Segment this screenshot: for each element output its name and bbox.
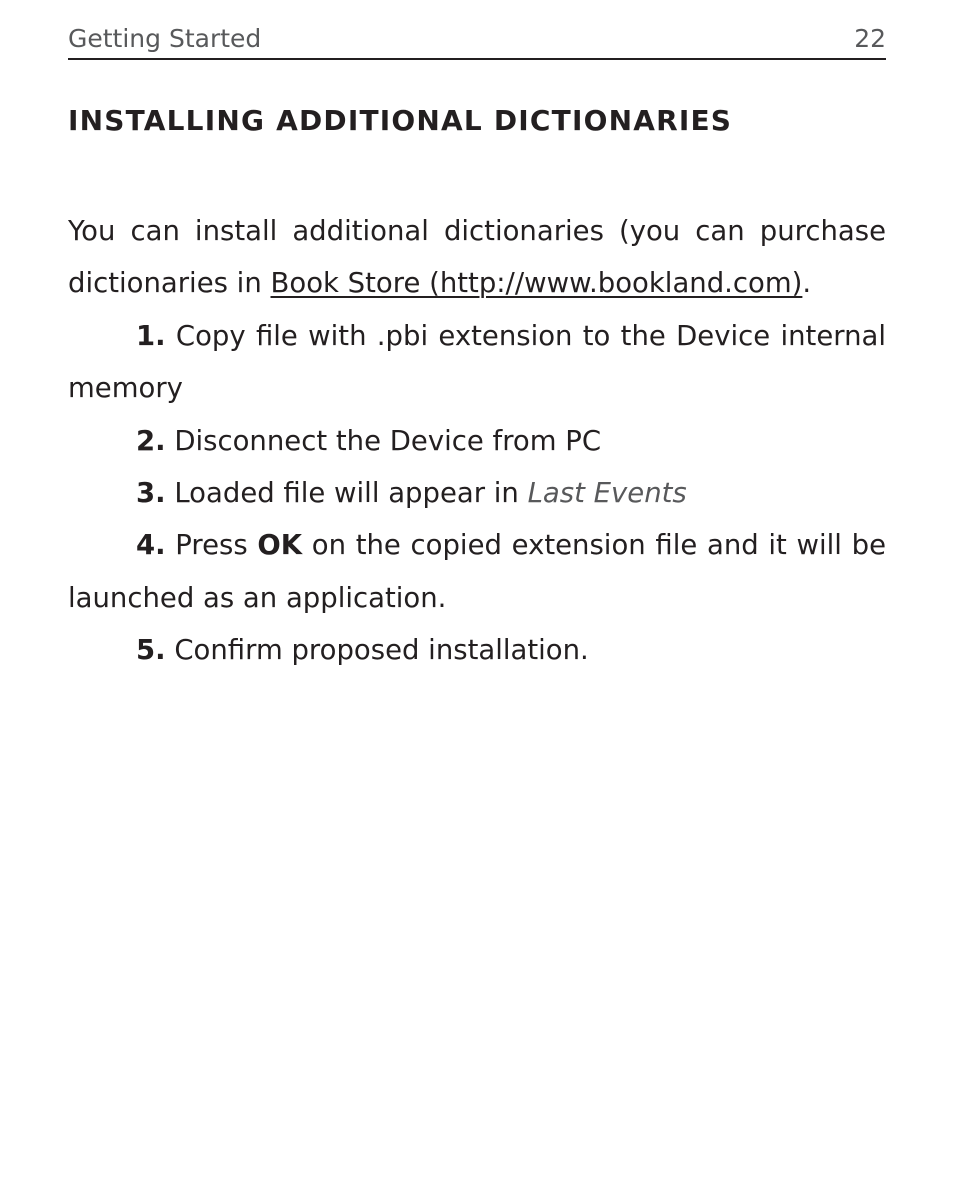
step-number: 5. (136, 634, 166, 667)
step-2 (68, 415, 886, 467)
step-number: 1. (136, 319, 166, 352)
step-text: Copy file with .pbi extension to the Device internal memory (68, 319, 886, 405)
intro-text: You can install additional dictionaries (you can purchase dictionaries in (68, 215, 886, 300)
step-text-end: on the copied extension file and it will be launched as an application. (68, 529, 886, 614)
running-header (68, 22, 886, 60)
last-events-label: Last Events (527, 477, 687, 510)
step-4 (68, 519, 886, 624)
ok-key-label: OK (257, 529, 303, 562)
intro-text-end: . (802, 267, 812, 300)
body-text (68, 205, 886, 677)
step-text: Confirm proposed installation. (174, 634, 589, 667)
step-3 (68, 467, 886, 519)
step-number: 4. (136, 529, 166, 562)
book-store-link[interactable]: Book Store (http://www.bookland.com) (270, 267, 803, 300)
section-title: INSTALLING ADDITIONAL DICTIONARIES (68, 104, 733, 137)
header-section-title: Getting Started (68, 24, 262, 53)
header-page-number: 22 (854, 24, 886, 53)
step-text: Disconnect the Device from PC (174, 424, 602, 457)
step-number: 3. (136, 477, 166, 510)
step-text: Loaded file will appear in (174, 477, 528, 510)
step-1 (68, 310, 886, 415)
intro-paragraph (68, 205, 886, 310)
step-5 (68, 624, 886, 676)
step-text: Press (175, 529, 258, 562)
step-number: 2. (136, 424, 166, 457)
